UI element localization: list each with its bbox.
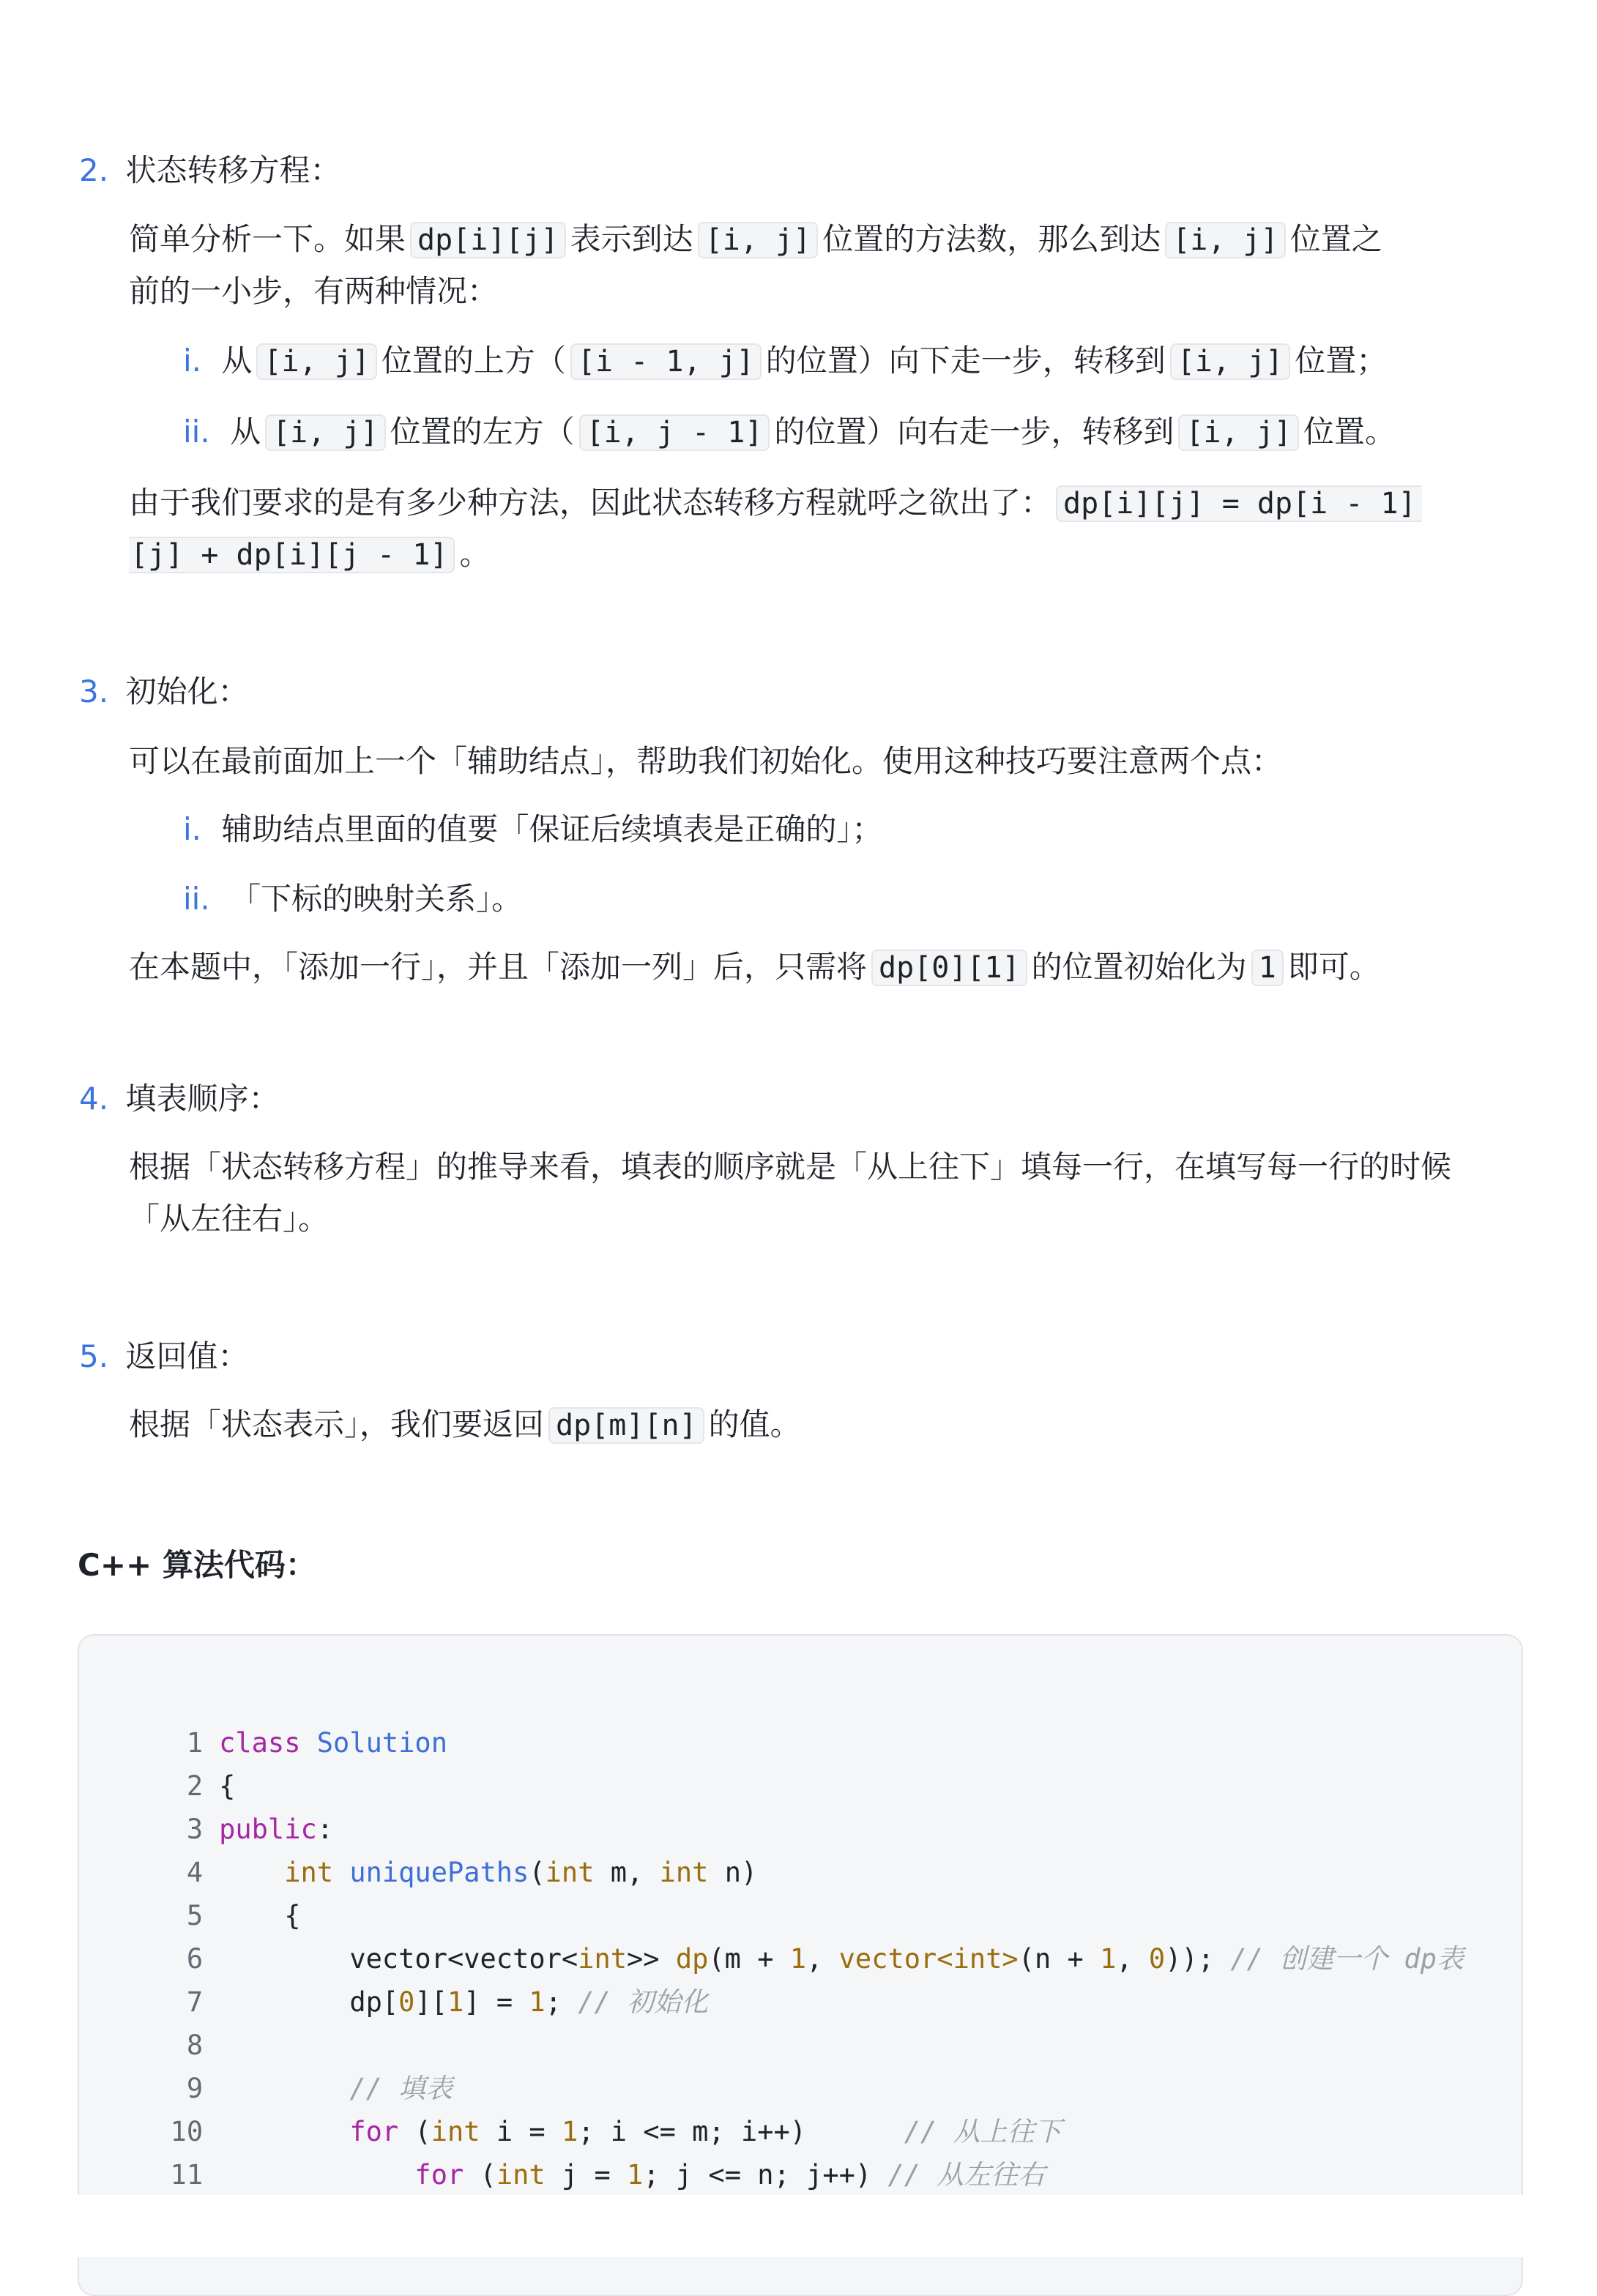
text: 的位置初始化为 bbox=[1031, 949, 1247, 985]
text: 表示到达 bbox=[570, 221, 693, 257]
code-text: ( bbox=[398, 2116, 431, 2147]
code-text: ( bbox=[529, 1857, 546, 1888]
sub-list-item bbox=[183, 808, 882, 851]
code-line bbox=[79, 2077, 1062, 2147]
paragraph-line bbox=[129, 532, 491, 576]
text: 可以在最前面加上一个「辅助结点」，帮助我们初始化。使用这种技巧要注意两个点： bbox=[129, 743, 1283, 779]
code-text bbox=[301, 1727, 317, 1759]
sub-list-item bbox=[183, 877, 522, 921]
keyword: for bbox=[349, 2116, 399, 2147]
list-marker: i. bbox=[183, 343, 202, 379]
number: 1 bbox=[627, 2159, 644, 2191]
inline-code: [i, j - 1] bbox=[579, 414, 770, 451]
text: 根据「状态表示」，我们要返回 bbox=[129, 1406, 545, 1442]
code-line bbox=[79, 1818, 758, 1888]
text: 的位置）向右走一步，转移到 bbox=[774, 414, 1175, 450]
text: 的值。 bbox=[708, 1406, 801, 1442]
list-item-3-title bbox=[79, 670, 248, 714]
code-text: { bbox=[219, 1900, 301, 1931]
code-text: ; i <= m; i++) bbox=[578, 2116, 904, 2147]
text: 的位置）向下走一步，转移到 bbox=[765, 343, 1166, 379]
comment: // 初始化 bbox=[578, 1986, 709, 2018]
text: 从 bbox=[230, 414, 261, 450]
keyword: for bbox=[414, 2159, 464, 2191]
code-text bbox=[333, 1857, 349, 1888]
number: 1 bbox=[447, 1986, 464, 2018]
code-line bbox=[79, 1688, 447, 1759]
list-marker: 5. bbox=[79, 1338, 109, 1374]
type: int bbox=[578, 1943, 628, 1975]
text: 位置； bbox=[1295, 343, 1388, 379]
code-line bbox=[79, 2034, 453, 2104]
type: int bbox=[496, 2159, 546, 2191]
list-marker: ii. bbox=[183, 414, 210, 450]
line-number: 2 bbox=[186, 1770, 204, 1802]
function-call: dp bbox=[675, 1943, 709, 1975]
text: 「下标的映射关系」。 bbox=[230, 881, 523, 917]
inline-code: [i, j] bbox=[1170, 343, 1291, 380]
list-item-2-title bbox=[79, 149, 340, 193]
section-title: 初始化： bbox=[125, 674, 249, 709]
paragraph-line bbox=[129, 945, 1380, 989]
line-number: 4 bbox=[186, 1857, 204, 1888]
code-text: (m + bbox=[708, 1943, 790, 1975]
code-heading: C++ 算法代码： bbox=[78, 1547, 316, 1583]
sub-list-item bbox=[183, 339, 1387, 383]
type: vector<int> bbox=[838, 1943, 1019, 1975]
line-number: 9 bbox=[186, 2073, 204, 2104]
inline-code: dp[i][j] = dp[i - 1] bbox=[1056, 485, 1422, 522]
type: int bbox=[284, 1857, 334, 1888]
text: 「从左往右」。 bbox=[129, 1201, 330, 1237]
type: int bbox=[659, 1857, 709, 1888]
paragraph-line bbox=[129, 739, 1282, 783]
code-text: ] = bbox=[464, 1986, 529, 2018]
text: 位置的方法数，那么到达 bbox=[822, 221, 1161, 257]
number: 1 bbox=[561, 2116, 578, 2147]
number: 1 bbox=[789, 1943, 807, 1975]
code-text: ( bbox=[464, 2159, 496, 2191]
paragraph-line bbox=[129, 1145, 1451, 1189]
text: 从 bbox=[221, 343, 253, 379]
list-marker: 2. bbox=[79, 152, 109, 188]
page-bottom-mask bbox=[0, 2195, 1597, 2257]
code-text: n) bbox=[708, 1857, 758, 1888]
code-line bbox=[79, 1775, 334, 1845]
inline-code: [i, j] bbox=[1165, 222, 1286, 258]
code-text: i = bbox=[480, 2116, 562, 2147]
code-text: , bbox=[1116, 1943, 1149, 1975]
comment: // 填表 bbox=[349, 2073, 453, 2104]
inline-code: 1 bbox=[1251, 950, 1284, 986]
inline-code: [j] + dp[i][j - 1] bbox=[129, 537, 455, 573]
code-line bbox=[79, 2120, 1046, 2191]
line-number: 6 bbox=[186, 1943, 204, 1975]
text: 位置。 bbox=[1303, 414, 1396, 450]
code-text: ; bbox=[545, 1986, 578, 2018]
list-marker: 3. bbox=[79, 674, 109, 709]
code-text: vector<vector< bbox=[219, 1943, 578, 1975]
line-number: 7 bbox=[186, 1986, 204, 2018]
section-title: 返回值： bbox=[125, 1338, 249, 1374]
code-text: dp[ bbox=[219, 1986, 399, 2018]
code-text: ; j <= n; j++) bbox=[643, 2159, 888, 2191]
code-text: m, bbox=[594, 1857, 660, 1888]
keyword: class bbox=[219, 1727, 301, 1759]
code-line bbox=[79, 1991, 219, 2061]
section-title: 填表顺序： bbox=[125, 1081, 280, 1117]
code-text: { bbox=[219, 1770, 236, 1802]
code-text: ][ bbox=[414, 1986, 447, 2018]
paragraph-line bbox=[129, 1197, 329, 1241]
number: 0 bbox=[398, 1986, 415, 2018]
code-text: : bbox=[316, 1814, 334, 1845]
code-line bbox=[79, 1947, 709, 2018]
code-text bbox=[219, 2159, 414, 2191]
inline-code: [i - 1, j] bbox=[570, 343, 762, 380]
inline-code: [i, j] bbox=[1178, 414, 1299, 451]
inline-code: [i, j] bbox=[698, 222, 819, 258]
text: 。 bbox=[459, 536, 491, 572]
list-marker: i. bbox=[183, 811, 202, 847]
text: 前的一小步，有两种情况： bbox=[129, 273, 499, 309]
paragraph-line bbox=[129, 269, 498, 313]
line-number: 1 bbox=[186, 1727, 204, 1759]
code-text: (n + bbox=[1018, 1943, 1101, 1975]
code-text: )); bbox=[1165, 1943, 1231, 1975]
text: 简单分析一下。如果 bbox=[129, 221, 406, 257]
keyword: public bbox=[219, 1814, 317, 1845]
sub-list-item bbox=[183, 410, 1396, 454]
text: 位置之 bbox=[1289, 221, 1382, 257]
text: 根据「状态转移方程」的推导来看，填表的顺序就是「从上往下」填每一行，在填写每一行的时候 bbox=[129, 1149, 1452, 1185]
code-line bbox=[79, 1904, 1464, 1975]
comment: // 从上往下 bbox=[904, 2116, 1062, 2147]
line-number: 8 bbox=[186, 2029, 204, 2061]
paragraph-line bbox=[129, 1403, 801, 1447]
number: 0 bbox=[1148, 1943, 1166, 1975]
type: int bbox=[431, 2116, 480, 2147]
comment: // 创建一个 dp表 bbox=[1230, 1943, 1464, 1975]
text: 在本题中，「添加一行」，并且「添加一列」后，只需将 bbox=[129, 949, 868, 985]
list-item-5-title bbox=[79, 1335, 248, 1379]
line-number: 10 bbox=[170, 2116, 204, 2147]
inline-code: dp[i][j] bbox=[410, 222, 566, 258]
paragraph-line bbox=[129, 481, 1422, 525]
text: 辅助结点里面的值要「保证后续填表是正确的」； bbox=[221, 811, 883, 847]
text: 位置的左方（ bbox=[390, 414, 575, 450]
code-text: >> bbox=[627, 1943, 676, 1975]
inline-code: dp[m][n] bbox=[548, 1407, 704, 1444]
number: 1 bbox=[529, 1986, 546, 2018]
line-number: 3 bbox=[186, 1814, 204, 1845]
list-marker: ii. bbox=[183, 881, 210, 917]
inline-code: dp[0][1] bbox=[871, 950, 1027, 986]
comment: // 从左往右 bbox=[887, 2159, 1046, 2191]
code-text: j = bbox=[545, 2159, 628, 2191]
code-text: , bbox=[806, 1943, 839, 1975]
code-line bbox=[79, 1732, 236, 1802]
text: 即可。 bbox=[1287, 949, 1380, 985]
list-marker: 4. bbox=[79, 1081, 109, 1117]
text: 由于我们要求的是有多少种方法，因此状态转移方程就呼之欲出了： bbox=[129, 485, 1052, 521]
inline-code: [i, j] bbox=[256, 343, 377, 380]
line-number: 11 bbox=[170, 2159, 204, 2191]
paragraph-line bbox=[129, 217, 1382, 261]
list-item-4-title bbox=[79, 1077, 279, 1121]
class-name: Solution bbox=[316, 1727, 447, 1759]
section-title: 状态转移方程： bbox=[125, 152, 341, 188]
inline-code: [i, j] bbox=[265, 414, 386, 451]
code-line bbox=[79, 1861, 301, 1931]
function-name: uniquePaths bbox=[349, 1857, 529, 1888]
number: 1 bbox=[1100, 1943, 1117, 1975]
text: 位置的上方（ bbox=[381, 343, 566, 379]
type: int bbox=[545, 1857, 595, 1888]
line-number: 5 bbox=[186, 1900, 204, 1931]
